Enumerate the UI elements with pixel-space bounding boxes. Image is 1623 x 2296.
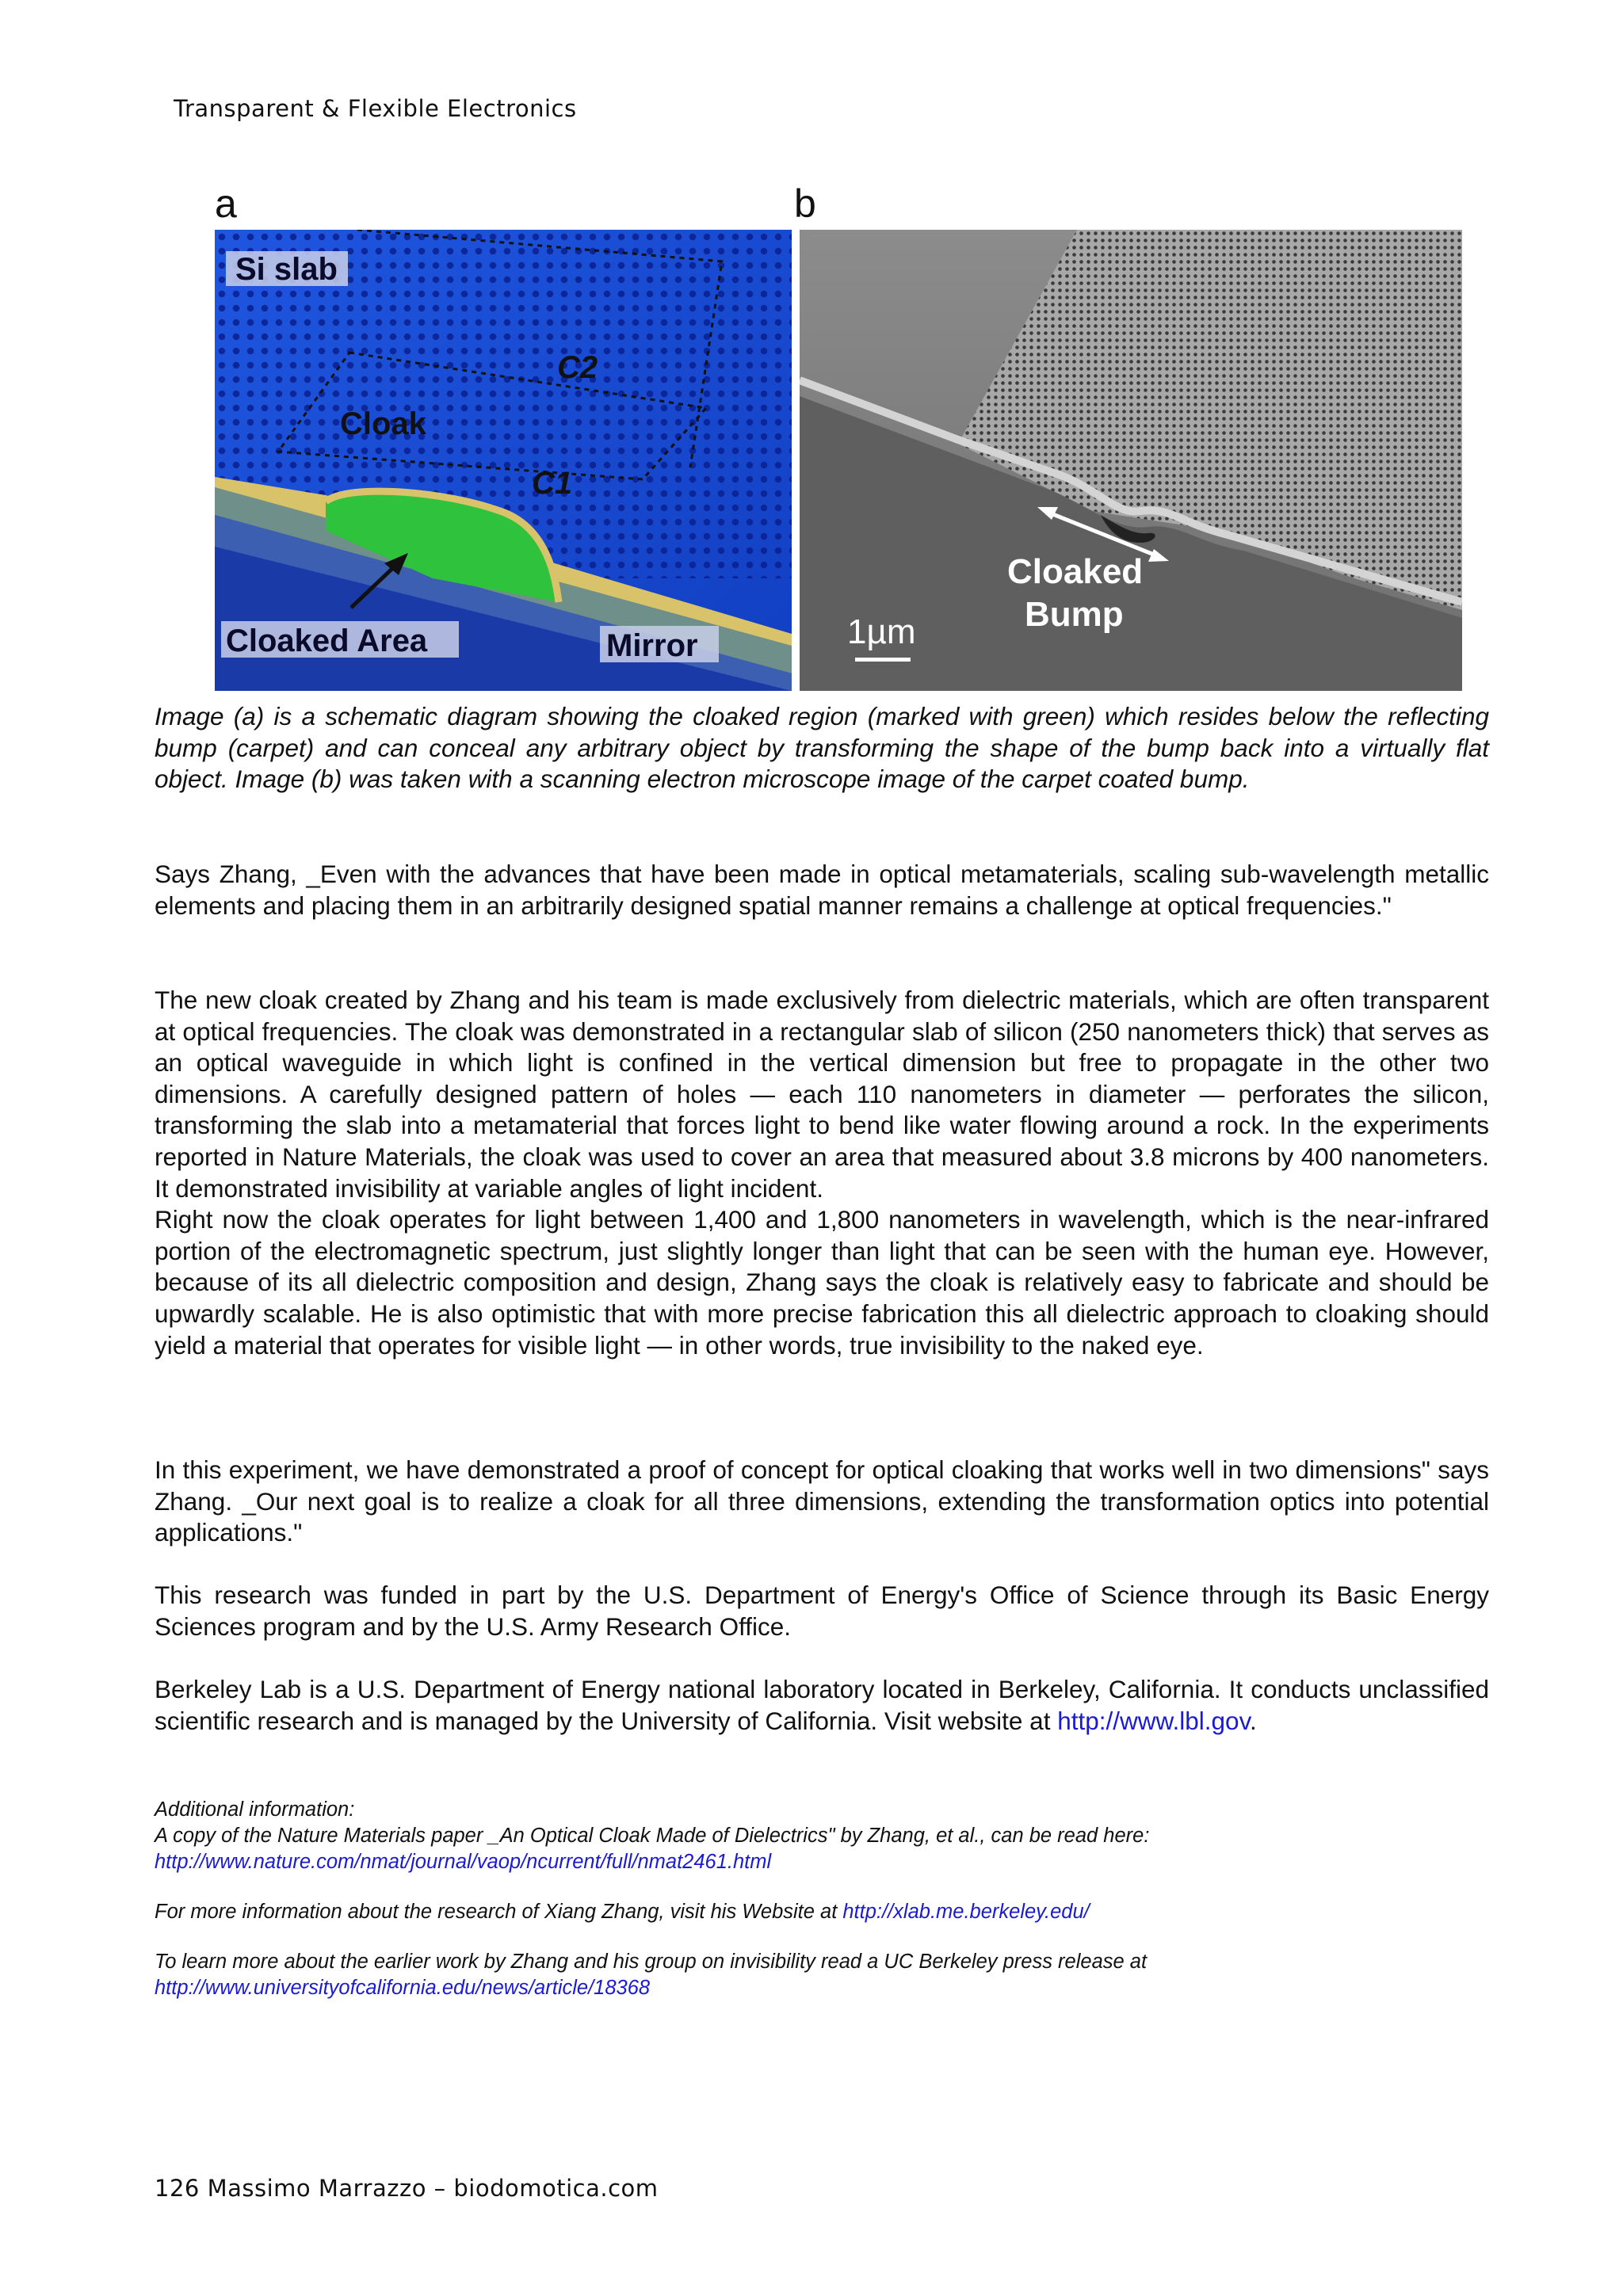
scale-bar-label: 1µm <box>847 612 916 651</box>
additional-information <box>155 1797 1489 1875</box>
paragraph-funding: This research was funded in part by the U.S. Department of Energy's Office of Science through its Basic Energy Sciences program and by the U.S. Army Research Office. <box>155 1581 1489 1641</box>
figure-caption: Image (a) is a schematic diagram showing the cloaked region (marked with green) which resides below the reflecting bump (carpet) and can conceal any arbitrary object by transforming the shape of the bump back into a virtually flat object. Image (b) was taken with a scanning electron microscope image of the carpet coated bump. <box>155 702 1489 794</box>
additional-heading: Additional information: <box>155 1798 355 1821</box>
figure-label-a: a <box>215 181 237 226</box>
label-cloaked-area: Cloaked Area <box>226 624 428 658</box>
paragraph-zhang-quote: Says Zhang, _Even with the advances that have been made in optical metamaterials, scaling sub-wavelength metallic elements and placing them in an arbitrarily designed spatial manner remains a challenge at optical frequencies." <box>155 860 1489 920</box>
page-footer: 126 Massimo Marrazzo – biodomotica.com <box>155 2175 659 2202</box>
label-cloak: Cloak <box>340 406 426 441</box>
berkeley-lab-text: Berkeley Lab is a U.S. Department of Energy national laboratory located in Berkeley, California. It conducts unclassified scientific research and is managed by the University of California. Visit website at <box>155 1675 1489 1735</box>
running-header: Transparent & Flexible Electronics <box>174 95 577 122</box>
figure-panel-a-schematic <box>215 230 792 691</box>
uc-press-release-link[interactable]: http://www.universityofcalifornia.edu/news/article/18368 <box>155 1977 651 1999</box>
figure-panel-b-sem <box>800 230 1462 691</box>
xlab-website-link[interactable]: http://xlab.me.berkeley.edu/ <box>842 1901 1090 1923</box>
paper-text: A copy of the Nature Materials paper _An Optical Cloak Made of Dielectrics" by Zhang, et al., can be read here: <box>155 1825 1150 1847</box>
sem-micrograph-illustration <box>800 230 1462 691</box>
label-c2: C2 <box>557 350 598 385</box>
paragraph-wavelength: Right now the cloak operates for light between 1,400 and 1,800 nanometers in wavelength, which is the near-infrared portion of the electromagnetic spectrum, just slightly longer than light that can be seen with the human eye. However, because of its all dielectric composition and design, Zhang says the cloak is relatively easy to fabricate and should be upwardly scalable. He is also optimistic that with more precise fabrication this all dielectric approach to cloaking should yield a material that operates for visible light — in other words, true invisibility to the naked eye. <box>155 1205 1489 1360</box>
cloak-schematic-illustration <box>215 230 792 691</box>
earlier-work-note <box>155 1949 1489 2001</box>
label-cloaked: Cloaked <box>1007 552 1144 591</box>
scale-bar <box>855 658 911 662</box>
earlier-work-text: To learn more about the earlier work by Zhang and his group on invisibility read a UC Berkeley press release at <box>155 1951 1148 1973</box>
label-si-slab: Si slab <box>235 252 338 287</box>
lbl-website-link[interactable]: http://www.lbl.gov <box>1057 1706 1250 1735</box>
zhang-website-note <box>155 1899 1489 1925</box>
zhang-website-text: For more information about the research of Xiang Zhang, visit his Website at <box>155 1901 843 1923</box>
paragraph-cloak-description <box>155 985 1489 1361</box>
label-bump: Bump <box>1025 595 1124 634</box>
nature-paper-link[interactable]: http://www.nature.com/nmat/journal/vaop/ncurrent/full/nmat2461.html <box>155 1851 772 1873</box>
label-mirror: Mirror <box>606 628 698 663</box>
paragraph-berkeley-lab <box>155 1674 1489 1737</box>
paragraph-dielectric-cloak: The new cloak created by Zhang and his team is made exclusively from dielectric materials, which are often transparent at optical frequencies. The cloak was demonstrated in a rectangular slab of silicon (250 nanometers thick) that serves as an optical waveguide in which light is confined in the vertical dimension but free to propagate in the other two dimensions. A carefully designed pattern of holes — each 110 nanometers in diameter — perforates the silicon, transforming the slab into a metamaterial that forces light to bend like water flowing around a rock. In the experiments reported in Nature Materials, the cloak was used to cover an area that measured about 3.8 microns by 400 nanometers. It demonstrated invisibility at variable angles of light incident. <box>155 986 1489 1203</box>
figure-label-b: b <box>794 181 816 226</box>
berkeley-lab-period: . <box>1249 1706 1257 1735</box>
paragraph-proof-of-concept: In this experiment, we have demonstrated a proof of concept for optical cloaking that works well in two dimensions" says Zhang. _Our next goal is to realize a cloak for all three dimensions, extending the transformation optics into potential applications." <box>155 1455 1489 1547</box>
label-c1: C1 <box>532 466 573 501</box>
